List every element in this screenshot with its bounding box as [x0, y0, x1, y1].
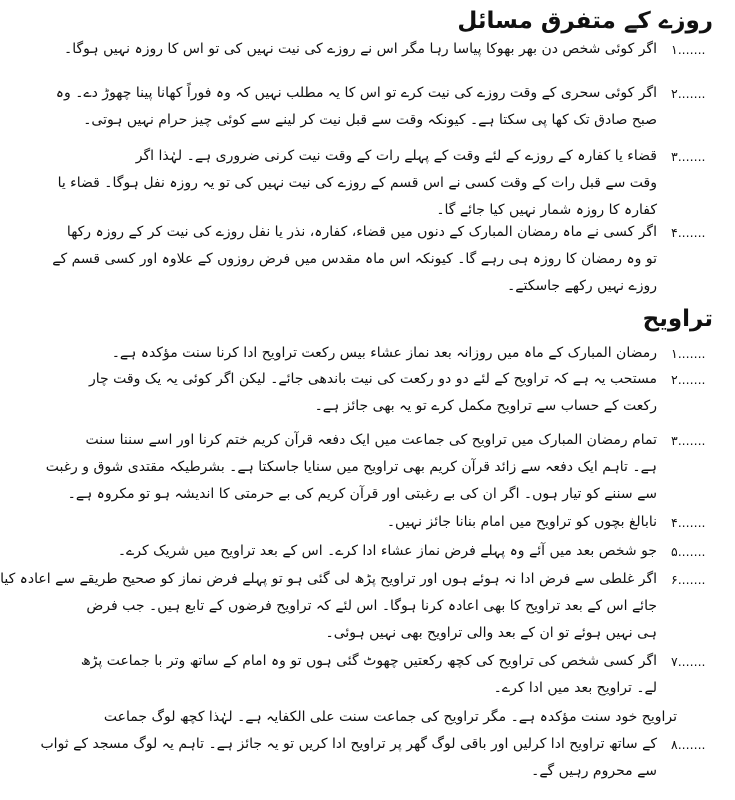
- item-number: ۸.......: [671, 737, 706, 752]
- item-number: ۱.......: [671, 346, 706, 361]
- item-number: ۶.......: [671, 572, 706, 587]
- item-number: ۲.......: [671, 372, 706, 387]
- item-line: اگر کسی نے ماہ رمضان المبارک کے دنوں میں قضاء، کفارہ، نذر یا نفل روزے کی نیت کر کے روزہ رکھا: [66, 224, 657, 240]
- item-line: نابالغ بچوں کو تراویح میں امام بنانا جائز نہیں۔: [386, 514, 657, 530]
- item-line: سے محروم رہیں گے۔: [531, 763, 657, 779]
- item-number: ۴.......: [671, 225, 706, 240]
- item-number: ۳.......: [671, 433, 706, 448]
- item-line: کفارہ کا روزہ شمار نہیں کیا جائے گا۔: [436, 202, 657, 218]
- item-number: ۴.......: [671, 515, 706, 530]
- item-line: وقت سے قبل رات کے وقت کسی نے اس قسم کے روزے کی نیت نہیں کی تو یہ روزہ نفل ہوگا۔ قضاء یا: [57, 175, 657, 191]
- section-heading-taraweeh: تراویح: [642, 306, 713, 332]
- item-line: اگر کوئی سحری کے وقت روزے کی نیت کرے تو اس کا یہ مطلب نہیں کہ وہ فوراً کھانا پینا چھوڑ دے۔ وہ: [55, 85, 657, 101]
- item-line: مستحب یہ ہے کہ تراویح کے لئے دو دو رکعت کی نیت باندھی جائے۔ لیکن اگر کوئی یہ یک وقت چار: [89, 371, 657, 387]
- item-line: روزے نہیں رکھے جاسکتے۔: [507, 278, 657, 294]
- item-line: ہے۔ تاہم ایک دفعہ سے زائد قرآن کریم بھی تراویح میں سنایا جاسکتا ہے۔ بشرطیکہ مقتدی شوق و رغبت: [45, 459, 657, 475]
- item-line: سے سننے کو تیار ہوں۔ اگر ان کی بے رغبتی اور قرآن کریم کی بے حرمتی کا اندیشہ ہو تو مکروہ ہے۔: [67, 486, 657, 502]
- item-line: اگر کوئی شخص دن بھر بھوکا پیاسا رہا مگر اس نے روزے کی نیت نہیں کی تو اس کا روزہ نہیں ہوگا۔: [64, 41, 657, 57]
- item-line: رکعت کے حساب سے تراویح مکمل کرے تو یہ بھی جائز ہے۔: [314, 398, 657, 414]
- item-line: قضاء یا کفارہ کے روزے کے لئے وقت کے پہلے رات کے وقت نیت کرنی ضروری ہے۔ لہٰذا اگر: [135, 148, 657, 164]
- section-heading-fasting-issues: روزے کے متفرق مسائل: [457, 8, 713, 34]
- item-number: ۵.......: [671, 544, 706, 559]
- item-line: کے ساتھ تراویح ادا کرلیں اور باقی لوگ گھر پر تراویح ادا کریں تو یہ جائز ہے۔ تاہم یہ لوگ مسجد کے ثواب: [40, 736, 657, 752]
- item-number: ۷.......: [671, 654, 706, 669]
- item-line: تمام رمضان المبارک میں تراویح کی جماعت میں ایک دفعہ قرآن کریم ختم کرنا اور اسے سننا سنت: [85, 432, 657, 448]
- item-line: جو شخص بعد میں آئے وہ پہلے فرض نماز عشاء ادا کرے۔ اس کے بعد تراویح میں شریک کرے۔: [117, 543, 657, 559]
- item-line: رمضان المبارک کے ماہ میں روزانہ بعد نماز عشاء بیس رکعت تراویح ادا کرنا سنت مؤکدہ ہے۔: [111, 345, 657, 361]
- item-number: ۳.......: [671, 149, 706, 164]
- item-line: تو وہ رمضان کا روزہ ہی رہے گا۔ کیونکہ اس ماہ مقدس میں فرض روزوں کے علاوہ اور کسی قسم کے: [52, 251, 657, 267]
- item-line: اگر کسی شخص کی تراویح کی کچھ رکعتیں چھوٹ گئی ہوں تو وہ امام کے ساتھ وتر با جماعت پڑھ: [80, 653, 657, 669]
- item-line: اگر غلطی سے فرض ادا نہ ہوئے ہوں اور تراویح پڑھ لی گئی ہو تو پہلے فرض نماز کو صحیح طریقے سے اعادہ کیا: [0, 571, 657, 587]
- item-number: ۱.......: [671, 42, 706, 57]
- item-line: صبح صادق تک کھا پی سکتا ہے۔ کیونکہ وقت سے قبل نیت کر لینے سے کوئی چیز حرام نہیں ہوتی۔: [83, 112, 657, 128]
- item-line: ہی نہیں ہوئے تو ان کے بعد والی تراویح بھی نہیں ہوئی۔: [325, 625, 657, 641]
- item-line: تراویح خود سنت مؤکدہ ہے۔ مگر تراویح کی جماعت سنت علی الکفایہ ہے۔ لہٰذا کچھ لوگ جماعت: [103, 709, 677, 725]
- item-line: لے۔ تراویح بعد میں ادا کرے۔: [493, 680, 657, 696]
- item-number: ۲.......: [671, 86, 706, 101]
- item-line: جائے اس کے بعد تراویح کا بھی اعادہ کرنا ہوگا۔ اس لئے کہ تراویح فرضوں کے تابع ہیں۔ جب فرض: [86, 598, 657, 614]
